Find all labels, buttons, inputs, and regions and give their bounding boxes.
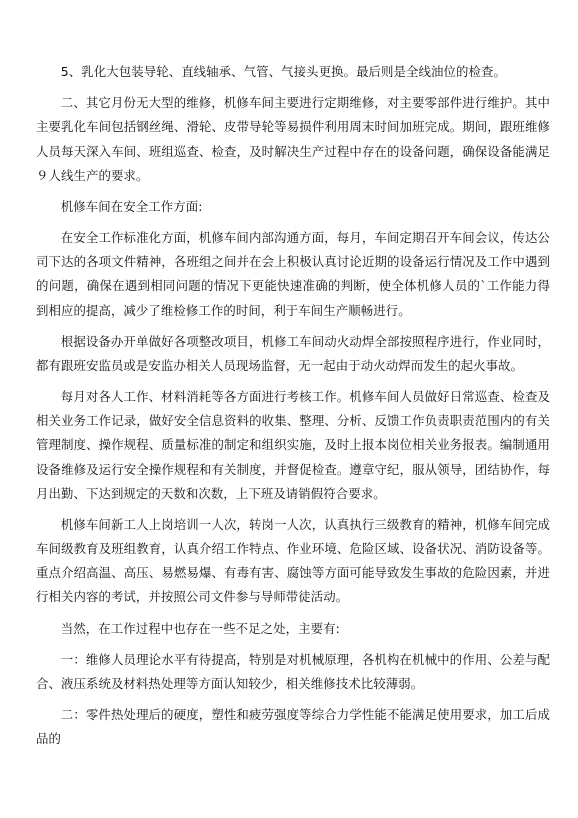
paragraph-1: 5、乳化大包装导轮、直线轴承、气管、气接头更换。最后则是全线油位的检查。 xyxy=(60,64,506,79)
paragraph-4: 在安全工作标准化方面，机修车间内部沟通方面，每月，车间定期召开车间会议，传达公司下达的各项文件精神，各班组之间并在会上积极认真讨论近期的设备运行情况及工作中遇到的问题，确保在遇到相同问题的情况下更能快速准确的判断，使全体机修人员的`工作能力得到相应的提高，减少了维检修工作的时间，利于车间生产顺畅进行。 xyxy=(36,229,550,318)
paragraph-10: 二：零件热处理后的硬度，塑性和疲劳强度等综合力学性能不能满足使用要求，加工后成品的 xyxy=(36,706,550,747)
paragraph-2: 二、其它月份无大型的维修，机修车间主要进行定期维修，对主要零部件进行维护。其中主要乳化车间包括钢丝绳、滑轮、皮带导轮等易损件利用周末时间加班完成。期间，跟班维修人员每天深入车间、班组巡查、检查，及时解决生产过程中存在的设备问题，确保设备能满足９人线生产的要求。 xyxy=(36,95,550,183)
paragraph-6: 每月对各人工作、材料消耗等各方面进行考核工作。机修车间人员做好日常巡查、检查及相关业务工作记录，做好安全信息资料的收集、整理、分析、反馈工作负责职责范围内的有关管理制度、操作规程、质量标准的制定和组织实施，及时上报本岗位相关业务报表。编制通用设备维修及运行安全操作规程和有关制度，并督促检查。遵章守纪，服从领导，团结协作，每月出勤、下达到规定的天数和次数，上下班及请销假符合要求。 xyxy=(36,388,550,501)
paragraph-9: 一：维修人员理论水平有待提高，特别是对机械原理，各机构在机械中的作用、公差与配合、液压系统及材料热处理等方面认知较少，相关维修技术比较薄弱。 xyxy=(36,651,550,691)
paragraph-7: 机修车间新工人上岗培训一人次，转岗一人次，认真执行三级教育的精神，机修车间完成车间级教育及班组教育，认真介绍工作特点、作业环境、危险区域、设备状况、消防设备等。重点介绍高温、高压、易燃易爆、有毒有害、腐蚀等方面可能导致发生事故的危险因素，并进行相关内容的考试，并按照公司文件参与导师带徒活动。 xyxy=(36,516,550,605)
paragraph-3: 机修车间在安全工作方面: xyxy=(60,198,203,214)
paragraph-8: 当然，在工作过程中也存在一些不足之处，主要有: xyxy=(60,620,340,636)
paragraph-5: 根据设备办开单做好各项整改项目，机修工车间动火动焊全部按照程序进行，作业同时，都有跟班安监员或是安监办相关人员现场监督，无一起由于动火动焊而发生的起火事故。 xyxy=(36,333,550,373)
